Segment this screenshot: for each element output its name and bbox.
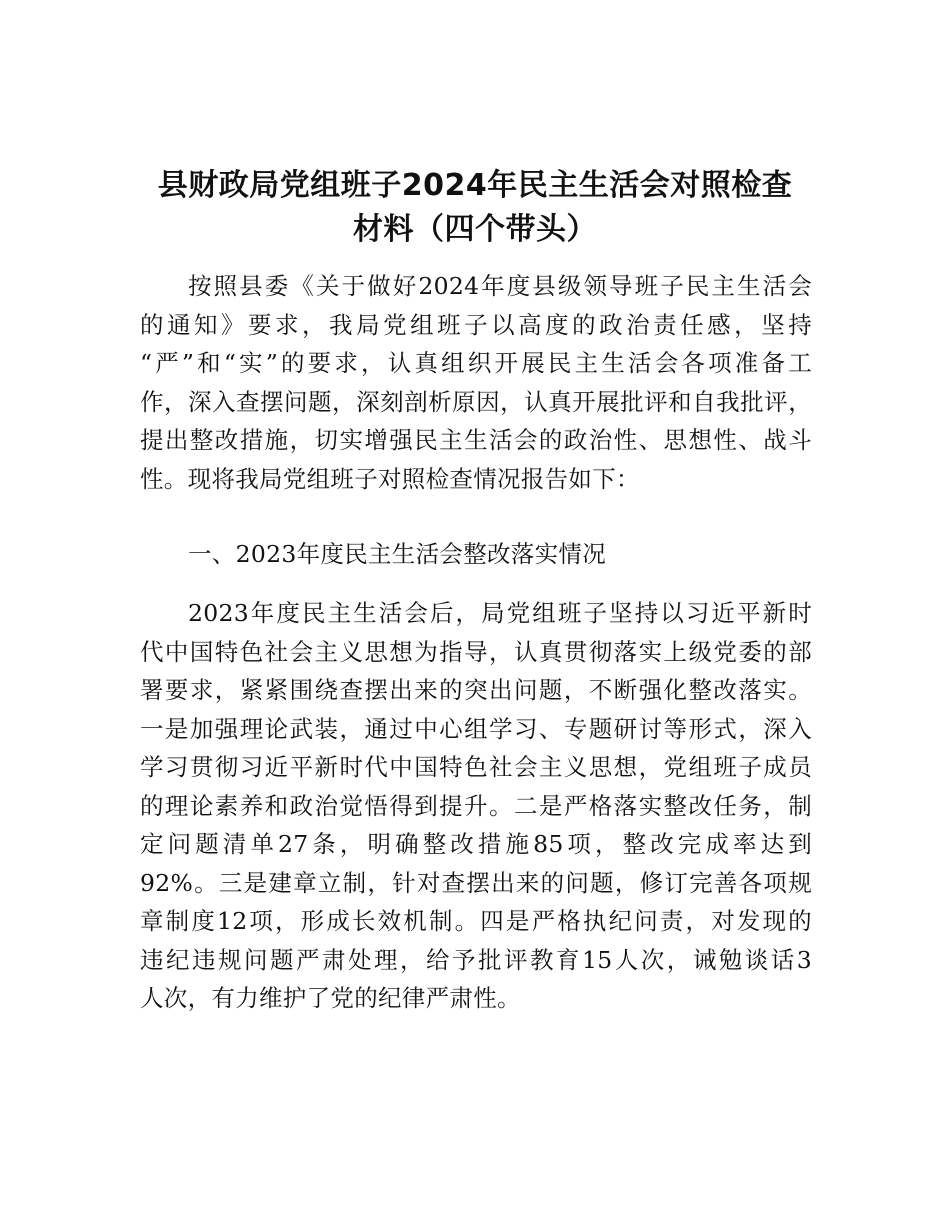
paragraph-line: 一是加强理论武装，通过中心组学习、专题研讨等形式，深入 [140,714,812,743]
title-line-1: 县财政局党组班子2024年民主生活会对照检查 [157,168,793,203]
paragraph-line: 章制度12项，形成长效机制。四是严格执纪问责，对发现的 [140,907,812,935]
paragraph-line: 2023年度民主生活会后，局党组班子坚持以习近平新时 [188,599,812,627]
title-line-2: 材料（四个带头） [353,212,597,247]
paragraph-line: 人次，有力维护了党的纪律严肃性。 [140,984,521,1012]
paragraph-line: “严”和“实”的要求，认真组织开展民主生活会各项准备工 [140,349,812,377]
section-heading [140,535,812,574]
paragraph-line: 违纪违规问题严肃处理，给予批评教育15人次，诫勉谈话3 [140,945,812,974]
paragraph-line: 按照县委《关于做好2024年度县级领导班子民主生活会 [188,272,812,300]
paragraph-line: 提出整改措施，切实增强民主生活会的政治性、思想性、战斗 [140,426,812,454]
paragraph-line: 学习贯彻习近平新时代中国特色社会主义思想，党组班子成员 [140,753,812,781]
paragraph-line: 定问题清单27条，明确整改措施85项，整改完成率达到 [140,830,812,858]
paragraph-line: 的通知》要求，我局党组班子以高度的政治责任感，坚持 [140,310,812,339]
paragraph-rectification [140,594,812,1018]
document-title [140,164,810,252]
paragraph-line: 作，深入查摆问题，深刻剖析原因，认真开展批评和自我批评， [140,387,812,416]
section-heading-text: 一、2023年度民主生活会整改落实情况 [188,540,607,568]
paragraph-intro [140,267,812,498]
paragraph-line: 92%。三是建章立制，针对查摆出来的问题，修订完善各项规 [140,868,812,897]
paragraph-line: 的理论素养和政治觉悟得到提升。二是严格落实整改任务，制 [140,791,812,820]
paragraph-line: 署要求，紧紧围绕查摆出来的突出问题，不断强化整改落实。 [140,676,812,704]
paragraph-line: 性。现将我局党组班子对照检查情况报告如下： [140,464,640,493]
paragraph-line: 代中国特色社会主义思想为指导，认真贯彻落实上级党委的部 [140,637,812,666]
